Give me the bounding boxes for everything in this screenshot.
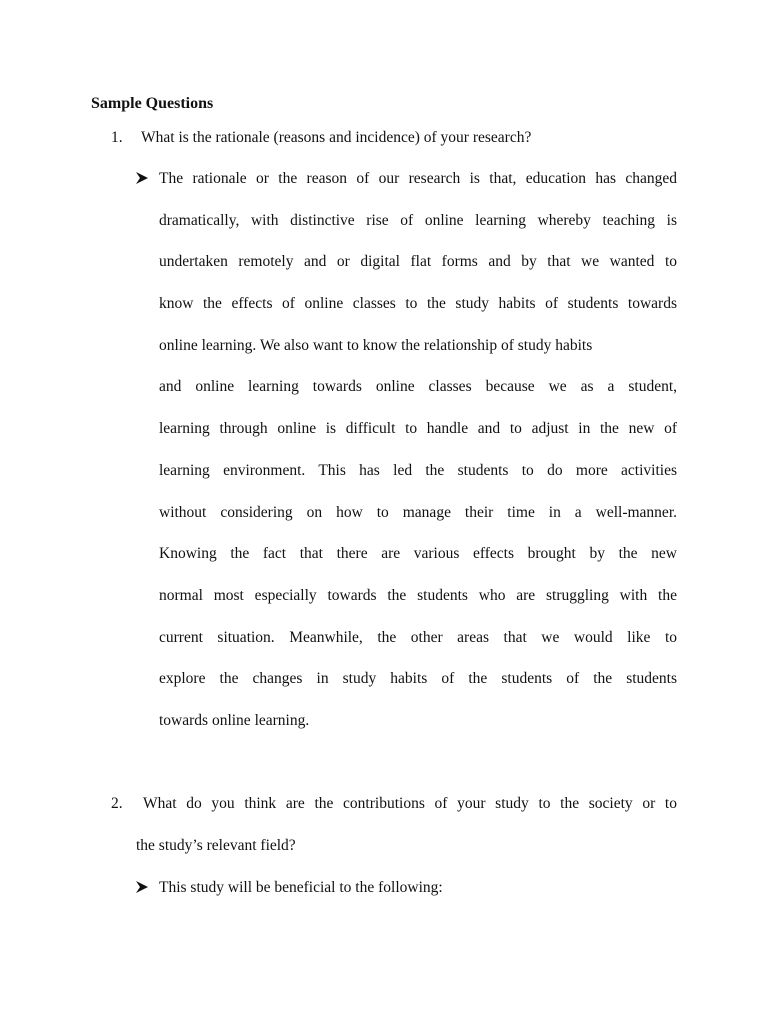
- answer-line: explore the changes in study habits of the students of the students: [159, 670, 677, 688]
- answer-line: know the effects of online classes to the study habits of students towards: [159, 295, 677, 313]
- document-heading: Sample Questions: [91, 95, 214, 112]
- answer-line: learning environment. This has led the students to do more activities: [159, 461, 677, 479]
- question-1-answer: [159, 167, 677, 751]
- answer-line: normal most especially towards the students who are struggling with the: [159, 586, 677, 604]
- answer-line: without considering on how to manage their time in a well-manner.: [159, 503, 677, 521]
- answer-line: dramatically, with distinctive rise of online learning whereby teaching is: [159, 211, 677, 229]
- arrowhead-bullet-icon: [134, 170, 150, 186]
- answer-line: Knowing the fact that there are various effects brought by the new: [159, 545, 677, 563]
- question-1-text: What is the rationale (reasons and incidence) of your research?: [141, 129, 532, 146]
- answer-line: undertaken remotely and or digital flat forms and by that we wanted to: [159, 253, 677, 271]
- answer-line: The rationale or the reason of our research is that, education has changed: [159, 170, 677, 187]
- question-2-text-line1: What do you think are the contributions of your study to the society or to: [143, 795, 677, 812]
- arrowhead-bullet-icon: [134, 879, 150, 895]
- answer-line: and online learning towards online classes because we as a student,: [159, 378, 677, 396]
- answer-line: online learning. We also want to know the relationship of study habits: [159, 336, 593, 354]
- question-2-number: 2.: [111, 795, 123, 812]
- question-2-text-line2: the study’s relevant field?: [136, 837, 296, 854]
- question-2-answer: This study will be beneficial to the following:: [159, 879, 443, 896]
- answer-line: towards online learning.: [159, 711, 310, 729]
- answer-line: learning through online is difficult to handle and to adjust in the new of: [159, 420, 677, 438]
- answer-line: current situation. Meanwhile, the other areas that we would like to: [159, 628, 677, 646]
- question-1-number: 1.: [111, 129, 123, 146]
